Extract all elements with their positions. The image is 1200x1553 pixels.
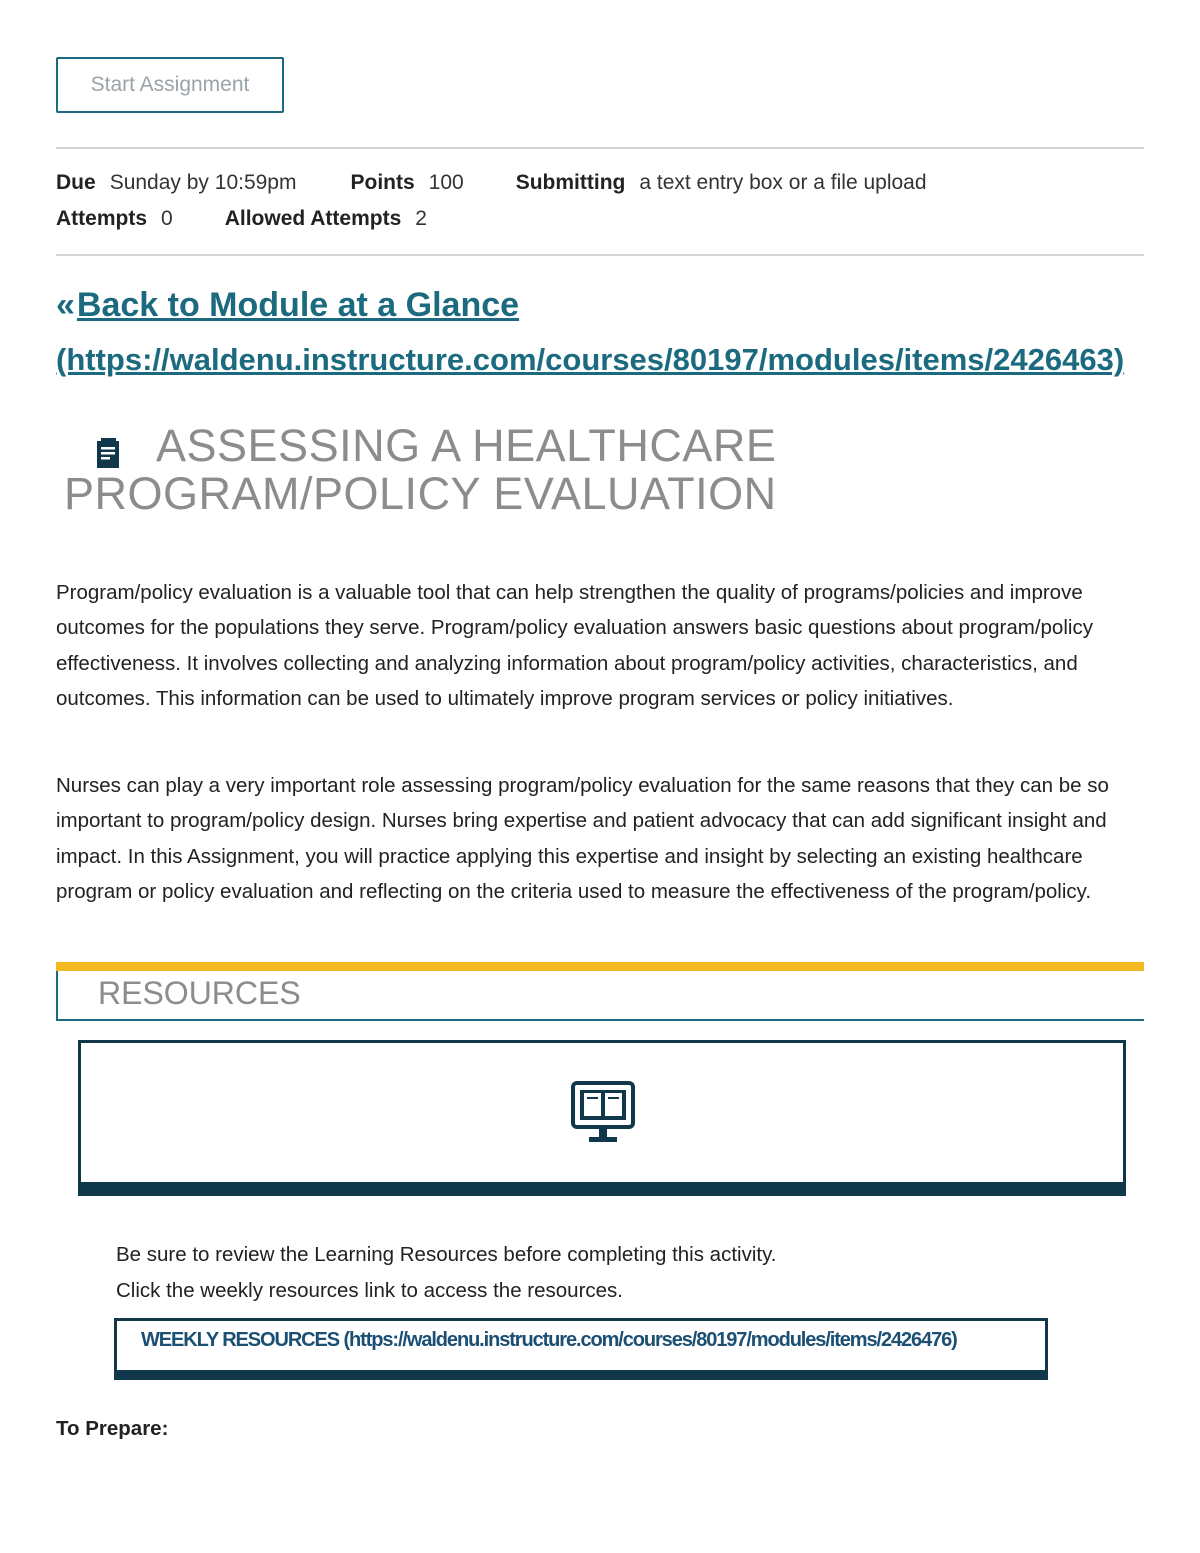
to-prepare-heading: To Prepare: — [56, 1417, 169, 1440]
attempts-value: 0 — [161, 207, 173, 230]
computer-book-icon — [571, 1081, 635, 1147]
points-value: 100 — [428, 171, 464, 194]
weekly-resources-link[interactable] — [114, 1318, 1048, 1380]
back-to-module-link[interactable] — [56, 286, 519, 325]
start-assignment-button[interactable]: Start Assignment — [56, 57, 284, 113]
due-value: Sunday by 10:59pm — [109, 171, 297, 194]
due-label: Due — [56, 171, 96, 194]
attempts-label: Attempts — [56, 207, 148, 230]
back-link-label: Back to Module at a Glance — [76, 286, 520, 324]
nurses-paragraph: Nurses can play a very important role assessing program/policy evaluation for the same reasons that they can be so important to program/policy design. Nurses bring expertise and patient advocacy that can add significant insight and impact. In this Assignment, you will practice applying this expertise and insight by selecting an existing healthcare program or policy evaluation and reflecting on the criteria used to measure the effectiveness of the program/policy. — [56, 774, 1109, 903]
weekly-resources-label: WEEKLY RESOURCES (https://waldenu.instructure.com/courses/80197/modules/items/2426476) — [141, 1329, 957, 1351]
resources-header — [56, 971, 1144, 1021]
allowed-attempts-value: 2 — [415, 207, 427, 230]
resources-icon-card — [78, 1040, 1126, 1196]
assignment-details-row-1 — [56, 171, 927, 195]
page-title-line-1: ASSESSING A HEALTHCARE — [156, 420, 777, 471]
review-resources-text: Be sure to review the Learning Resources before completing this activity. — [116, 1243, 777, 1266]
assignment-details-row-2 — [56, 207, 427, 231]
resources-heading: RESOURCES — [98, 975, 301, 1011]
back-to-module-url-link[interactable]: (https://waldenu.instructure.com/courses/80197/modules/items/2426463) — [56, 342, 1125, 377]
allowed-attempts-label: Allowed Attempts — [224, 207, 402, 230]
submitting-label: Submitting — [515, 171, 626, 194]
points-label: Points — [350, 171, 415, 194]
submitting-value: a text entry box or a file upload — [639, 171, 927, 194]
double-chevron-left-icon: « — [56, 286, 75, 324]
resources-accent-bar — [56, 962, 1144, 971]
intro-paragraph: Program/policy evaluation is a valuable tool that can help strengthen the quality of programs/policies and improve outcomes for the populations they serve. Program/policy evaluation answers basic questions about program/policy effectiveness. It involves collecting and analyzing information about program/policy activities, characteristics, and outcomes. This information can be used to ultimately improve program services or policy initiatives. — [56, 581, 1093, 710]
page-title — [64, 422, 824, 518]
click-resources-text: Click the weekly resources link to access the resources. — [116, 1279, 624, 1302]
page-title-line-2: PROGRAM/POLICY EVALUATION — [64, 468, 777, 519]
divider-top — [56, 147, 1144, 149]
divider-bottom — [56, 254, 1144, 256]
